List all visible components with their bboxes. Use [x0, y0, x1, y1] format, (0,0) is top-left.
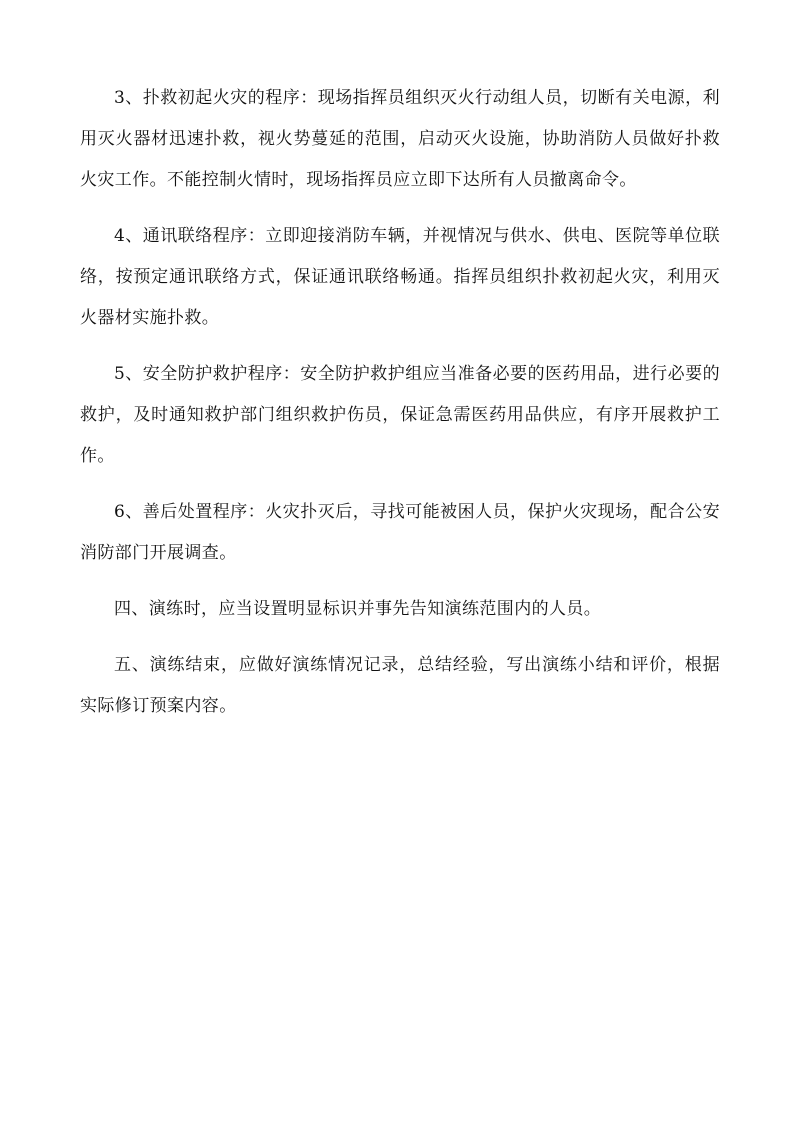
paragraph-drill-conclusion: 五、演练结束，应做好演练情况记录，总结经验，写出演练小结和评价，根据实际修订预案内容。	[80, 655, 720, 716]
paragraph-aftermath-procedure: 6、善后处置程序：火灾扑灭后，寻找可能被困人员，保护火灾现场，配合公安消防部门开展调查。	[80, 502, 720, 563]
paragraph-communication-procedure: 4、通讯联络程序：立即迎接消防车辆，并视情况与供水、供电、医院等单位联络，按预定通讯联络方式，保证通讯联络畅通。指挥员组织扑救初起火灾，利用灭火器材实施扑救。	[80, 226, 720, 328]
paragraph-drill-notice: 四、演练时，应当设置明显标识并事先告知演练范围内的人员。	[114, 599, 602, 619]
paragraph-fire-fighting-procedure: 3、扑救初起火灾的程序：现场指挥员组织灭火行动组人员，切断有关电源，利用灭火器材迅速扑救，视火势蔓延的范围，启动灭火设施，协助消防人员做好扑救火灾工作。不能控制火情时，现场指挥员应立即下达所有人员撤离命令。	[80, 88, 720, 190]
document-body	[80, 78, 720, 727]
paragraph-safety-rescue-procedure: 5、安全防护救护程序：安全防护救护组应当准备必要的医药用品，进行必要的救护，及时通知救护部门组织救护伤员，保证急需医药用品供应，有序开展救护工作。	[80, 364, 720, 466]
